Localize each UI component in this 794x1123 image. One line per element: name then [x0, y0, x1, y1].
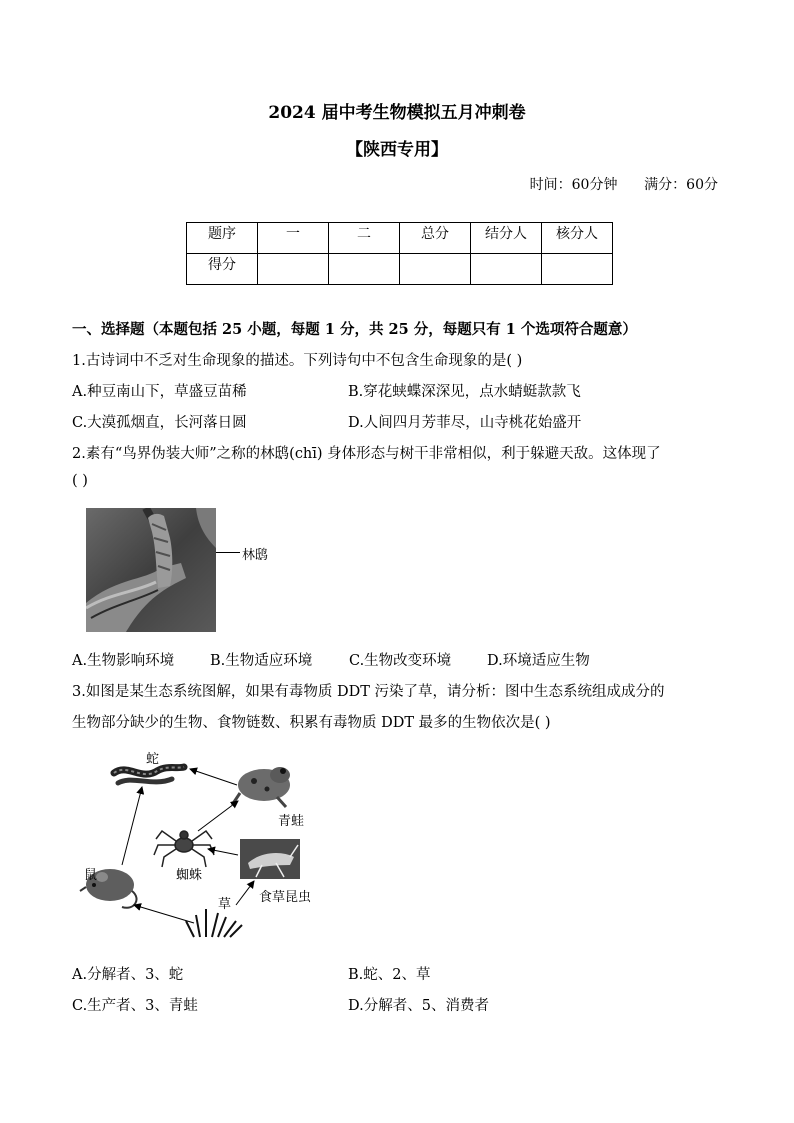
question-1-option-a: A.种豆南山下，草盛豆苗稀 — [72, 384, 247, 400]
exam-meta — [530, 174, 718, 194]
question-1-stem: 1.古诗词中不乏对生命现象的描述。下列诗句中不包含生命现象的是( ) — [72, 353, 523, 369]
label-frog: 青蛙 — [278, 814, 305, 829]
spider-icon — [154, 831, 214, 867]
score-cell-blank — [329, 254, 400, 285]
full-score-label: 满分：60分 — [644, 177, 718, 193]
food-web-diagram — [72, 745, 332, 945]
score-table-header-row — [187, 223, 613, 254]
arrow-grass-to-mouse — [134, 905, 194, 923]
question-3-option-b: B.蛇、2、草 — [348, 967, 431, 983]
question-2-stem: 2.素有“鸟界伪装大师”之称的林鸱(chī) 身体形态与树干非常相似，利于躲避天敌。这体现了 — [72, 446, 661, 462]
question-1-option-c: C.大漠孤烟直，长河落日圆 — [72, 415, 247, 431]
label-pointer-line — [216, 552, 240, 553]
arrow-grass-to-insect — [236, 881, 254, 905]
label-snake: 蛇 — [146, 752, 160, 767]
exam-title: 2024 届中考生物模拟五月冲刺卷 — [268, 103, 526, 123]
arrow-frog-to-snake — [190, 769, 237, 785]
arrow-spider-to-frog — [198, 801, 238, 831]
time-label: 时间：60分钟 — [529, 177, 618, 193]
nightjar-label: 林鸱 — [242, 548, 269, 563]
question-1-option-d: D.人间四月芳菲尽，山寺桃花始盛开 — [348, 415, 582, 431]
question-3-option-a: A.分解者、3、蛇 — [72, 967, 184, 983]
question-2-option-a: A.生物影响环境 — [72, 653, 175, 669]
arrow-mouse-to-snake — [122, 787, 142, 865]
label-grass: 草 — [218, 897, 232, 912]
question-2-stem-cont: ( ) — [72, 473, 88, 489]
score-table-header-cell: 核分人 — [542, 223, 613, 254]
score-table-header-cell: 总分 — [400, 223, 471, 254]
score-cell-blank — [471, 254, 542, 285]
score-cell-blank — [542, 254, 613, 285]
frog-icon — [232, 767, 290, 807]
nightjar-photo — [86, 508, 216, 632]
score-table-header-cell: 二 — [329, 223, 400, 254]
snake-icon — [114, 767, 184, 783]
score-table-header-cell: 题序 — [187, 223, 258, 254]
question-1-option-b: B.穿花蛱蝶深深见，点水蜻蜓款款飞 — [348, 384, 581, 400]
question-3-stem: 3.如图是某生态系统图解，如果有毒物质 DDT 污染了草，请分析：图中生态系统组成成分的 — [72, 684, 665, 700]
score-cell-blank — [258, 254, 329, 285]
label-insect: 食草昆虫 — [259, 890, 312, 905]
label-spider: 蜘蛛 — [176, 868, 203, 883]
question-2-option-d: D.环境适应生物 — [487, 653, 590, 669]
grass-icon — [186, 909, 242, 937]
question-3-stem-cont: 生物部分缺少的生物、食物链数、积累有毒物质 DDT 最多的生物依次是( ) — [72, 715, 551, 731]
score-table-score-row — [187, 254, 613, 285]
question-2-option-c: C.生物改变环境 — [349, 653, 452, 669]
label-mouse: 鼠 — [84, 868, 98, 883]
exam-subtitle: 【陕西专用】 — [346, 140, 448, 160]
score-cell-blank — [400, 254, 471, 285]
question-3-option-d: D.分解者、5、消费者 — [348, 998, 489, 1014]
score-table-header-cell: 一 — [258, 223, 329, 254]
score-row-label: 得分 — [187, 254, 258, 285]
question-3-option-c: C.生产者、3、青蛙 — [72, 998, 198, 1014]
score-table-header-cell: 结分人 — [471, 223, 542, 254]
score-table — [186, 222, 613, 285]
question-2-option-b: B.生物适应环境 — [210, 653, 313, 669]
grasshopper-icon — [240, 839, 300, 879]
section-heading: 一、选择题（本题包括 25 小题，每题 1 分，共 25 分，每题只有 1 个选项符合题意） — [72, 321, 637, 338]
